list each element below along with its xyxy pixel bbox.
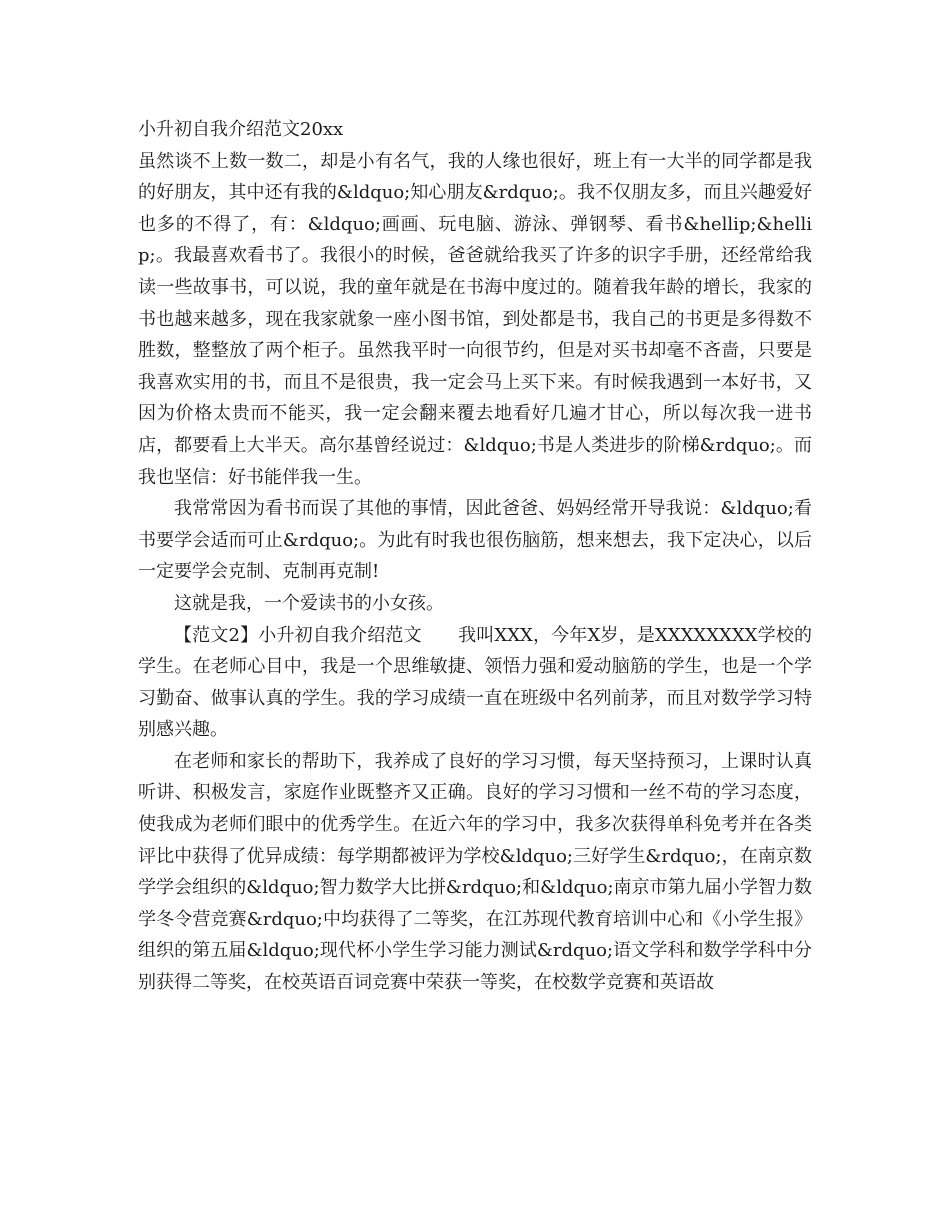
paragraph-3: 这就是我，一个爱读书的小女孩。 <box>174 592 444 614</box>
document-title: 小升初自我介绍范文20xx <box>138 119 344 140</box>
paragraph-4: 【范文2】小升初自我介绍范文 我叫XXX，今年X岁，是XXXXXXXX学校的学生。在老师心目中，我是一个思维敏捷、领悟力强和爱动脑筋的学生，也是一个学习勤奋、做事认真的学生。我的学习成绩一直在班级中名列前茅，而且对数学学习特别感兴趣。 <box>138 624 812 741</box>
paragraph-2: 我常常因为看书而误了其他的事情，因此爸爸、妈妈经常开导我说：&ldquo;看书要学会适而可止&rdquo;。为此有时我也很伤脑筋，想来想去，我下定决心，以后一定要学会克制、克制再克制! <box>138 498 812 583</box>
paragraph-1: 虽然谈不上数一数二，却是小有名气，我的人缘也很好，班上有一大半的同学都是我的好朋友，其中还有我的&ldquo;知心朋友&rdquo;。我不仅朋友多，而且兴趣爱好也多的不得了，有：&ldquo;画画、玩电脑、游泳、弹钢琴、看书&hellip;&hellip;。我最喜欢看书了。我很小的时候，爸爸就给我买了许多的识字手册，还经常给我读一些故事书，可以说，我的童年就是在书海中度过的。随着我年龄的增长，我家的书也越来越多，现在我家就象一座小图书馆，到处都是书，我自己的书更是多得数不胜数，整整放了两个柜子。虽然我平时一向很节约，但是对买书却毫不吝啬，只要是我喜欢实用的书，而且不是很贵，我一定会马上买下来。有时候我遇到一本好书，又因为价格太贵而不能买，我一定会翻来覆去地看好几遍才甘心，所以每次我一进书店，都要看上大半天。高尔基曾经说过：&ldquo;书是人类进步的阶梯&rdquo;。而我也坚信：好书能伴我一生。 <box>138 150 812 488</box>
paragraph-5: 在老师和家长的帮助下，我养成了良好的学习习惯，每天坚持预习，上课时认真听讲、积极发言，家庭作业既整齐又正确。良好的学习习惯和一丝不苟的学习态度，使我成为老师们眼中的优秀学生。在近六年的学习中，我多次获得单科免考并在各类评比中获得了优异成绩：每学期都被评为学校&ldquo;三好学生&rdquo;，在南京数学学会组织的&ldquo;智力数学大比拼&rdquo;和&ldquo;南京市第九届小学智力数学冬令营竞赛&rdquo;中均获得了二等奖，在江苏现代教育培训中心和《小学生报》组织的第五届&ldquo;现代杯小学生学习能力测试&rdquo;语文学科和数学学科中分别获得二等奖，在校英语百词竞赛中荣获一等奖，在校数学竞赛和英语故 <box>138 750 812 994</box>
document-body <box>138 114 812 999</box>
